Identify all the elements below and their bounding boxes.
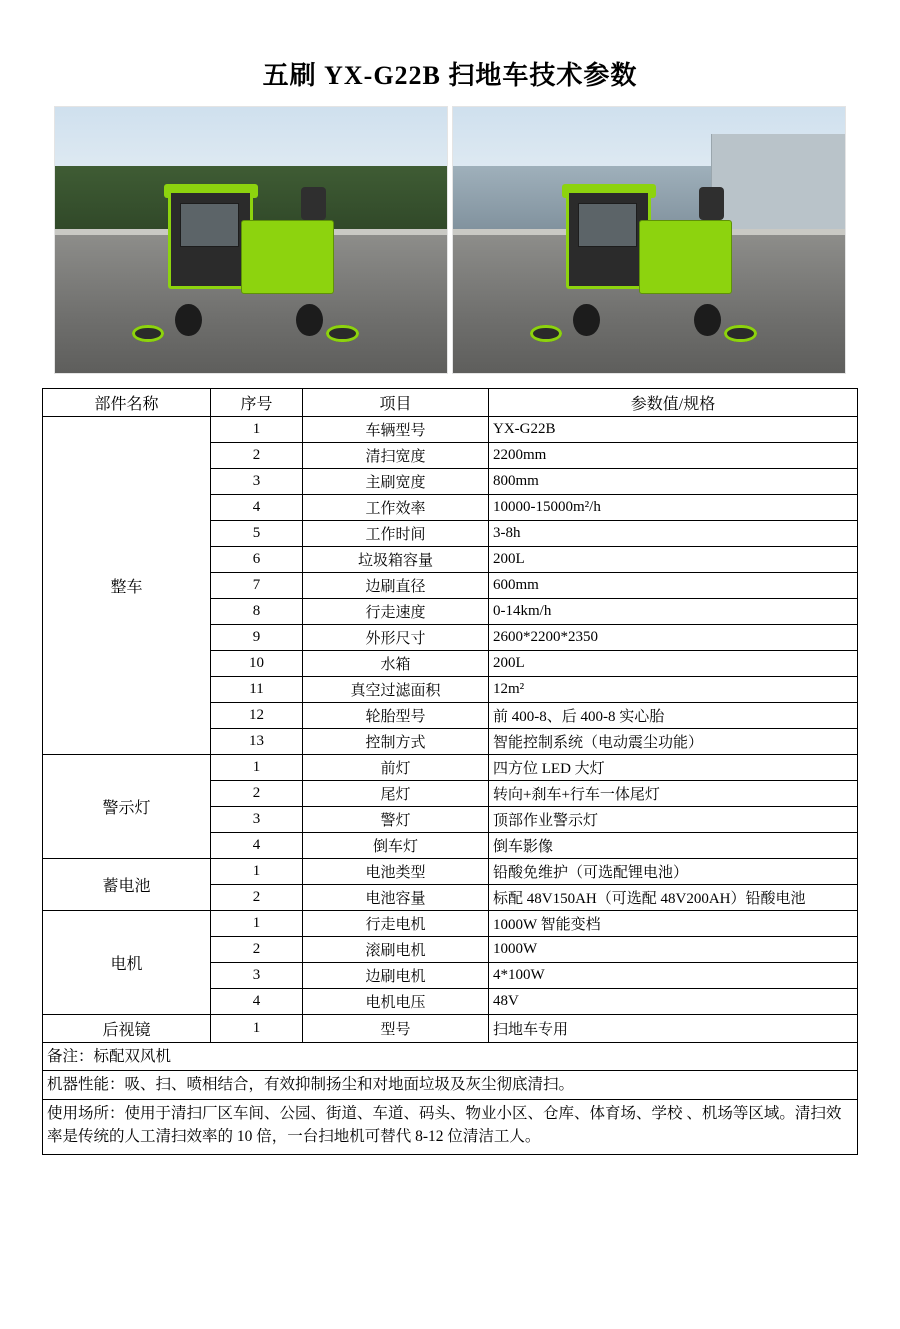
machine-cab (566, 190, 651, 288)
row-item: 电池类型 (303, 859, 489, 885)
row-item: 主刷宽度 (303, 469, 489, 495)
row-value: 2600*2200*2350 (489, 625, 858, 651)
group-label-motor: 电机 (43, 911, 211, 1015)
row-index: 6 (211, 547, 303, 573)
row-index: 4 (211, 989, 303, 1015)
row-item: 水箱 (303, 651, 489, 677)
row-item: 控制方式 (303, 729, 489, 755)
row-index: 11 (211, 677, 303, 703)
group-label-battery: 蓄电池 (43, 859, 211, 911)
sweeper-machine-illustration (157, 182, 337, 331)
row-index: 2 (211, 781, 303, 807)
row-item: 车辆型号 (303, 417, 489, 443)
table-row (43, 1015, 858, 1043)
row-value: 200L (489, 547, 858, 573)
row-value: 1000W 智能变档 (489, 911, 858, 937)
row-value: YX-G22B (489, 417, 858, 443)
row-index: 5 (211, 521, 303, 547)
row-index: 1 (211, 859, 303, 885)
row-item: 工作时间 (303, 521, 489, 547)
row-index: 13 (211, 729, 303, 755)
machine-wheel-left (573, 304, 600, 337)
page-title: 五刷 YX-G22B 扫地车技术参数 (262, 61, 638, 90)
table-header-row (43, 389, 858, 417)
row-index: 12 (211, 703, 303, 729)
machine-wheel-left (175, 304, 202, 337)
product-photo-gallery (54, 106, 846, 374)
row-item: 行走电机 (303, 911, 489, 937)
row-value: 智能控制系统（电动震尘功能） (489, 729, 858, 755)
machine-side-brush-right (724, 325, 756, 343)
row-item: 外形尺寸 (303, 625, 489, 651)
table-row (43, 859, 858, 885)
note-remark: 备注：标配双风机 (43, 1043, 858, 1071)
row-item: 行走速度 (303, 599, 489, 625)
row-index: 4 (211, 833, 303, 859)
product-photo-front (54, 106, 448, 374)
row-value: 前 400-8、后 400-8 实心胎 (489, 703, 858, 729)
machine-wheel-right (296, 304, 323, 337)
row-item: 电机电压 (303, 989, 489, 1015)
row-value: 3-8h (489, 521, 858, 547)
table-row (43, 417, 858, 443)
column-header-part: 部件名称 (43, 389, 211, 417)
row-index: 1 (211, 1015, 303, 1043)
row-value: 扫地车专用 (489, 1015, 858, 1043)
row-index: 8 (211, 599, 303, 625)
row-index: 2 (211, 443, 303, 469)
machine-body (241, 220, 333, 293)
row-value: 标配 48V150AH（可选配 48V200AH）铅酸电池 (489, 885, 858, 911)
note-row (43, 1071, 858, 1099)
machine-wheel-right (694, 304, 721, 337)
row-item: 警灯 (303, 807, 489, 833)
row-index: 2 (211, 885, 303, 911)
row-item: 边刷直径 (303, 573, 489, 599)
row-item: 轮胎型号 (303, 703, 489, 729)
row-index: 4 (211, 495, 303, 521)
row-index: 7 (211, 573, 303, 599)
machine-fan (699, 187, 724, 220)
column-header-value: 参数值/规格 (489, 389, 858, 417)
row-index: 3 (211, 963, 303, 989)
row-value: 1000W (489, 937, 858, 963)
specification-table (42, 388, 858, 1155)
row-item: 型号 (303, 1015, 489, 1043)
row-value: 铅酸免维护（可选配锂电池） (489, 859, 858, 885)
row-item: 真空过滤面积 (303, 677, 489, 703)
row-item: 倒车灯 (303, 833, 489, 859)
row-index: 1 (211, 417, 303, 443)
row-index: 3 (211, 469, 303, 495)
table-body (43, 417, 858, 1155)
row-index: 2 (211, 937, 303, 963)
row-value: 12m² (489, 677, 858, 703)
row-item: 边刷电机 (303, 963, 489, 989)
row-item: 前灯 (303, 755, 489, 781)
note-row (43, 1043, 858, 1071)
column-header-index: 序号 (211, 389, 303, 417)
row-index: 9 (211, 625, 303, 651)
row-item: 滚刷电机 (303, 937, 489, 963)
row-value: 0-14km/h (489, 599, 858, 625)
row-item: 垃圾箱容量 (303, 547, 489, 573)
row-value: 顶部作业警示灯 (489, 807, 858, 833)
column-header-item: 项目 (303, 389, 489, 417)
row-value: 600mm (489, 573, 858, 599)
row-item: 尾灯 (303, 781, 489, 807)
row-value: 200L (489, 651, 858, 677)
row-value: 10000-15000m²/h (489, 495, 858, 521)
group-label-vehicle: 整车 (43, 417, 211, 755)
machine-side-brush-right (326, 325, 358, 343)
row-value: 2200mm (489, 443, 858, 469)
note-performance: 机器性能：吸、扫、喷相结合，有效抑制扬尘和对地面垃圾及灰尘彻底清扫。 (43, 1071, 858, 1099)
row-index: 10 (211, 651, 303, 677)
note-row (43, 1099, 858, 1155)
row-value: 4*100W (489, 963, 858, 989)
row-value: 四方位 LED 大灯 (489, 755, 858, 781)
table-header (43, 389, 858, 417)
row-value: 800mm (489, 469, 858, 495)
table-row (43, 911, 858, 937)
row-item: 电池容量 (303, 885, 489, 911)
table-row (43, 755, 858, 781)
row-index: 1 (211, 755, 303, 781)
machine-body (639, 220, 731, 293)
row-value: 转向+刹车+行车一体尾灯 (489, 781, 858, 807)
row-index: 1 (211, 911, 303, 937)
group-label-warning-lights: 警示灯 (43, 755, 211, 859)
row-item: 工作效率 (303, 495, 489, 521)
machine-fan (301, 187, 326, 220)
product-photo-side (452, 106, 846, 374)
row-item: 清扫宽度 (303, 443, 489, 469)
row-value: 倒车影像 (489, 833, 858, 859)
sweeper-machine-illustration (555, 182, 735, 331)
note-usage: 使用场所：使用于清扫厂区车间、公园、街道、车道、码头、物业小区、仓库、体育场、学校 、机场等区域。清扫效率是传统的人工清扫效率的 10 倍，一台扫地机可替代 8-12 位清洁工人。 (43, 1099, 858, 1155)
machine-cab (168, 190, 253, 288)
document-page (0, 55, 900, 1329)
row-value: 48V (489, 989, 858, 1015)
row-index: 3 (211, 807, 303, 833)
group-label-mirror: 后视镜 (43, 1015, 211, 1043)
